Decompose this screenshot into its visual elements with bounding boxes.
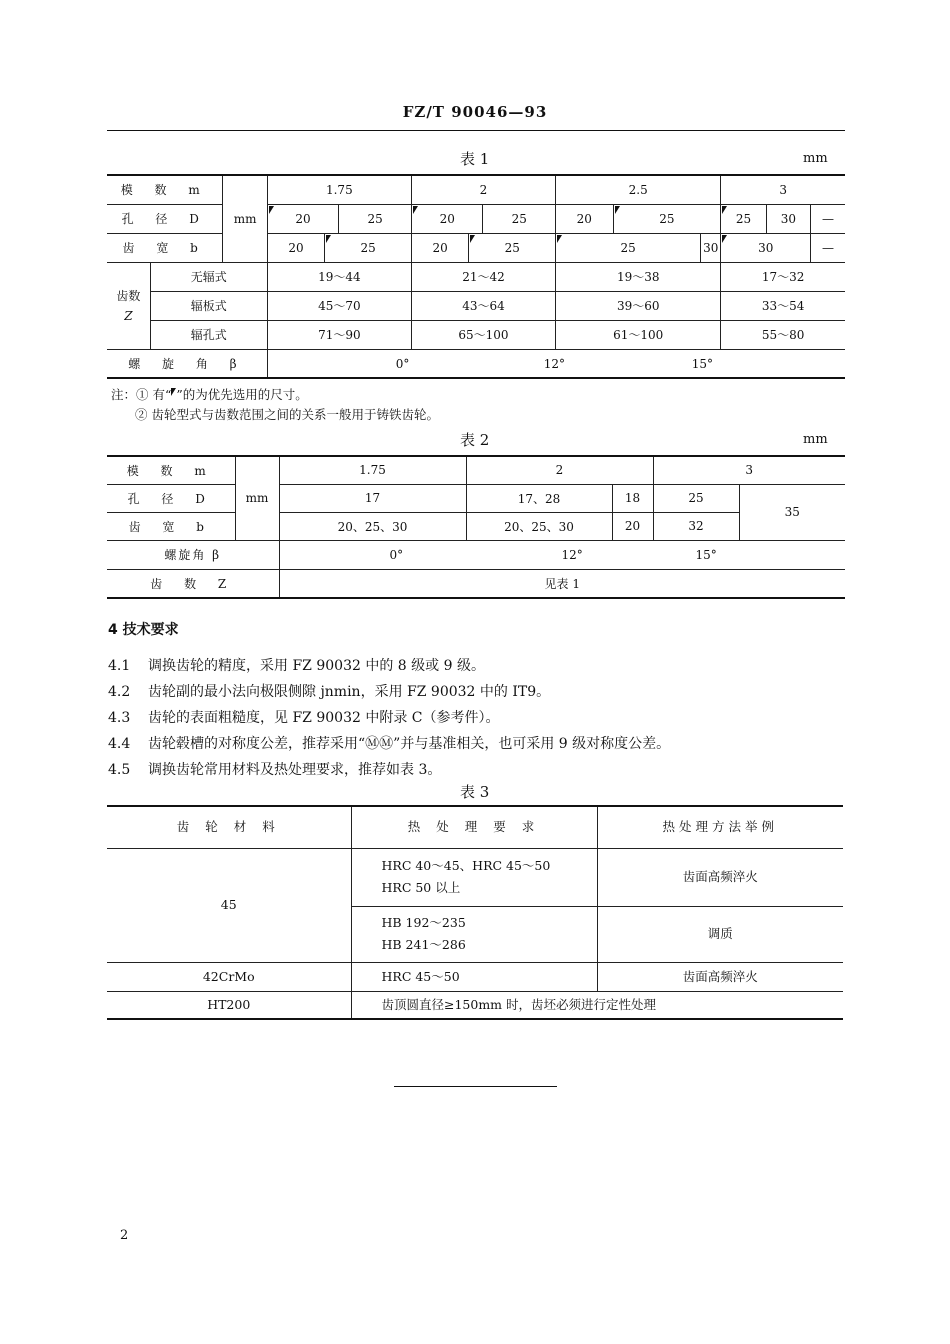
item-4-5: 4.5 调换齿轮常用材料及热处理要求，推荐如表 3。 bbox=[108, 762, 442, 778]
t1-teeth-value: 39～60 bbox=[556, 291, 721, 320]
t1-width-value: 25 bbox=[620, 240, 636, 255]
t1-width-value: 20 bbox=[267, 233, 324, 262]
t1-hole-value: 20 bbox=[295, 211, 311, 226]
t1-width-value: 30 bbox=[701, 233, 721, 262]
t2-teeth-label: 齿 数 Z bbox=[150, 576, 236, 591]
t3-method: 调质 bbox=[597, 906, 843, 962]
t1-module-1: 1.75 bbox=[267, 175, 411, 204]
t1-width-value: 25 bbox=[360, 240, 376, 255]
t2-helix-value: 12° bbox=[561, 547, 583, 562]
header-rule bbox=[107, 130, 845, 131]
t1-hole-value: — bbox=[811, 204, 845, 233]
t1-width-value: 20 bbox=[411, 233, 468, 262]
t1-unit-cell: mm bbox=[223, 175, 267, 262]
t3-req-wide: 齿顶圆直径≥150mm 时，齿坯必须进行定性处理 bbox=[351, 991, 843, 1019]
t1-teeth-value: 71～90 bbox=[267, 320, 411, 349]
t2-helix-value: 15° bbox=[695, 547, 717, 562]
table1-caption: 表 1 bbox=[460, 150, 490, 168]
t2-hole-value: 17、28 bbox=[466, 484, 612, 512]
t1-hole-label: 孔 径 D bbox=[121, 212, 208, 226]
t1-hole-value: 25 bbox=[483, 204, 556, 233]
t1-teeth-value: 45～70 bbox=[267, 291, 411, 320]
note-2: ② 齿轮型式与齿数范围之间的关系一般用于铸铁齿轮。 bbox=[135, 407, 439, 422]
t2-width-value: 20 bbox=[612, 512, 653, 540]
table1-unit: mm bbox=[803, 151, 828, 166]
t2-teeth-value: 见表 1 bbox=[279, 569, 845, 598]
t1-width-value: — bbox=[811, 233, 845, 262]
t1-hole-value: 20 bbox=[439, 211, 455, 226]
t3-req: HB 192～235 bbox=[381, 915, 466, 930]
t3-req: HB 241～286 bbox=[381, 937, 466, 952]
t2-width-value: 32 bbox=[653, 512, 739, 540]
t1-hole-value: 25 bbox=[735, 211, 752, 226]
t1-module-4: 3 bbox=[721, 175, 845, 204]
t1-helix-label: 螺 旋 角 β bbox=[128, 356, 246, 371]
t1-width-value: 25 bbox=[504, 240, 520, 255]
t3-material-45: 45 bbox=[107, 848, 351, 962]
t3-header-material: 齿 轮 材 料 bbox=[107, 806, 351, 848]
t2-helix-cell bbox=[279, 540, 845, 569]
t1-hole-value: 25 bbox=[659, 211, 675, 226]
t1-hole-value: 25 bbox=[339, 204, 412, 233]
t2-hole-value: 25 bbox=[653, 484, 739, 512]
preferred-mark-icon bbox=[326, 235, 331, 243]
t3-req: HRC 40～45、HRC 45～50 bbox=[381, 858, 551, 873]
t1-hole-value: 30 bbox=[766, 204, 810, 233]
t1-helix-value: 15° bbox=[691, 356, 714, 371]
preferred-mark-icon bbox=[722, 206, 727, 214]
t1-teeth-value: 55～80 bbox=[721, 320, 845, 349]
t1-module-2: 2 bbox=[411, 175, 555, 204]
t2-module-value: 1.75 bbox=[279, 456, 466, 484]
t1-type-hole: 辐孔式 bbox=[150, 320, 267, 349]
t1-teeth-value: 65～100 bbox=[411, 320, 555, 349]
t3-req: HRC 45～50 bbox=[351, 962, 597, 991]
t1-teeth-value: 61～100 bbox=[556, 320, 721, 349]
t1-module-3: 2.5 bbox=[556, 175, 721, 204]
t1-helix-value: 0° bbox=[395, 356, 410, 371]
preferred-mark-icon bbox=[722, 235, 727, 243]
t2-width-value: 20、25、30 bbox=[279, 512, 466, 540]
t1-teeth-value: 43～64 bbox=[411, 291, 555, 320]
t2-helix-value: 0° bbox=[389, 547, 404, 562]
page-number: 2 bbox=[120, 1228, 129, 1243]
t1-helix-value: 12° bbox=[543, 356, 566, 371]
preferred-mark-icon bbox=[413, 206, 418, 214]
t2-helix-label: 螺旋角 β bbox=[164, 548, 222, 562]
t1-teeth-value: 19～38 bbox=[556, 262, 721, 291]
t3-method: 齿面高频淬火 bbox=[597, 962, 843, 991]
t1-teeth-symbol: Z bbox=[124, 308, 133, 323]
standard-number: FZ/T 90046—93 bbox=[402, 103, 548, 121]
t2-hole-value: 17 bbox=[279, 484, 466, 512]
t1-width-value: 30 bbox=[758, 240, 774, 255]
t3-material: HT200 bbox=[107, 991, 351, 1019]
table2-caption: 表 2 bbox=[460, 431, 490, 449]
t1-teeth-label: 齿数 bbox=[116, 288, 141, 303]
t2-hole-value: 18 bbox=[612, 484, 653, 512]
table1 bbox=[107, 174, 845, 379]
item-4-2: 4.2 齿轮副的最小法向极限侧隙 jnmin，采用 FZ 90032 中的 IT9。 bbox=[108, 684, 551, 700]
end-rule bbox=[394, 1086, 557, 1087]
t3-material: 42CrMo bbox=[107, 962, 351, 991]
t1-teeth-value: 33～54 bbox=[721, 291, 845, 320]
item-4-1: 4.1 调换齿轮的精度，采用 FZ 90032 中的 8 级或 9 级。 bbox=[108, 658, 485, 674]
t2-hole-label: 孔 径 D bbox=[127, 491, 214, 506]
preferred-mark-icon bbox=[557, 235, 562, 243]
t3-header-method: 热处理方法举例 bbox=[597, 806, 843, 848]
t1-teeth-value: 21～42 bbox=[411, 262, 555, 291]
preferred-mark-icon bbox=[269, 206, 274, 214]
item-4-3: 4.3 齿轮的表面粗糙度，见 FZ 90032 中附录 C（参考件）。 bbox=[108, 710, 500, 726]
t1-helix-cell bbox=[267, 349, 845, 378]
t2-width-value: 20、25、30 bbox=[466, 512, 612, 540]
t1-module-label: 模 数 m bbox=[120, 183, 209, 198]
t3-header-requirement: 热 处 理 要 求 bbox=[351, 806, 597, 848]
t1-teeth-value: 17～32 bbox=[721, 262, 845, 291]
section-4-title: 4 技术要求 bbox=[108, 622, 179, 638]
t1-type-wheel-solid: 无辐式 bbox=[150, 262, 267, 291]
t1-teeth-value: 19～44 bbox=[267, 262, 411, 291]
t1-width-label: 齿 宽 b bbox=[122, 241, 207, 255]
table3 bbox=[107, 805, 843, 1020]
preferred-mark-icon bbox=[470, 235, 475, 243]
table2 bbox=[107, 455, 845, 599]
t2-module-value: 3 bbox=[653, 456, 845, 484]
t3-method: 齿面高频淬火 bbox=[597, 848, 843, 906]
t2-width-label: 齿 宽 b bbox=[128, 519, 213, 534]
t1-hole-value: 20 bbox=[556, 204, 613, 233]
table3-caption: 表 3 bbox=[460, 783, 490, 801]
t1-type-web: 辐板式 bbox=[150, 291, 267, 320]
t3-req: HRC 50 以上 bbox=[381, 880, 461, 895]
preferred-mark-icon bbox=[615, 206, 620, 214]
note-1: 注：① 有“ ”的为优先选用的尺寸。 bbox=[111, 387, 308, 402]
t2-module-value: 2 bbox=[466, 456, 653, 484]
table2-unit: mm bbox=[803, 432, 828, 447]
t2-module-label: 模 数 m bbox=[126, 463, 215, 478]
item-4-4: 4.4 齿轮毂槽的对称度公差，推荐采用“ⓂⓂ”并与基准相关，也可采用 9 级对称度公差。 bbox=[108, 736, 671, 752]
t2-hole-width-35: 35 bbox=[739, 484, 845, 540]
t2-unit-cell: mm bbox=[235, 456, 279, 540]
